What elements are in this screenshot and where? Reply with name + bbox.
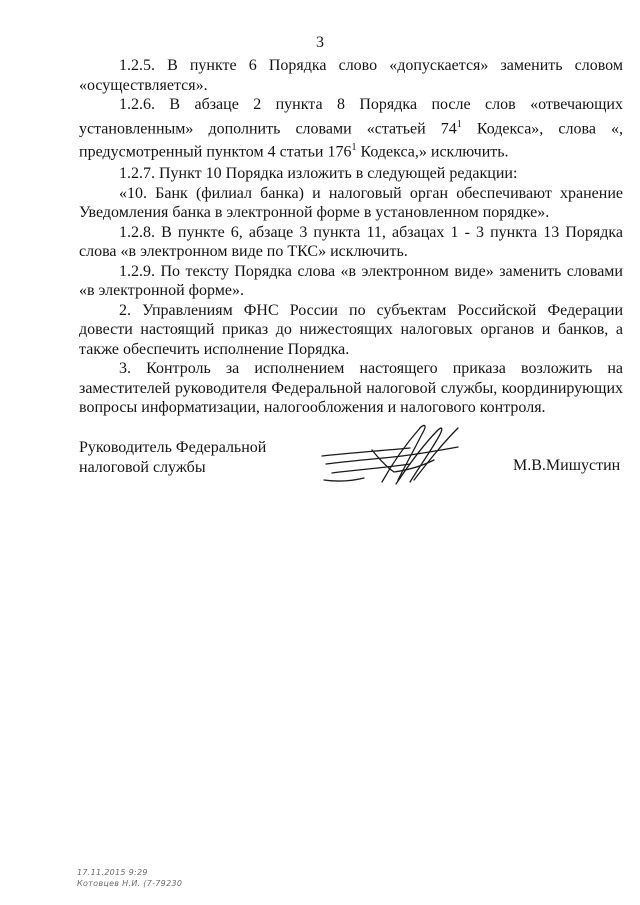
signatory-name: М.В.Мишустин: [513, 457, 621, 474]
paragraph-1-2-6-part-a: 1.2.6. В абзаце 2 пункта 8 Порядка после слов «отвечающих установленным» дополнить словами «статьей 74: [79, 96, 623, 137]
page-number: 3: [316, 34, 324, 51]
paragraph-1-2-5: 1.2.5. В пункте 6 Порядка слово «допускается» заменить словом «осуществляется».: [79, 57, 623, 94]
signatory-title-line-2: налоговой службы: [79, 458, 206, 476]
document-body: [79, 56, 623, 418]
paragraph-2: 2. Управлениям ФНС России по субъектам Российской Федерации довести настоящий приказ до нижестоящих налоговых органов и банков, а также обеспечить исполнение Порядка.: [79, 301, 623, 358]
paragraph-1-2-9: 1.2.9. По тексту Порядка слова «в электронном виде» заменить словами «в электронной форме».: [79, 262, 623, 300]
paragraph-point-10: «10. Банк (филиал банка) и налоговый орган обеспечивают хранение Уведомления банка в электронной форме в установленном порядке».: [79, 184, 623, 222]
paragraph-1-2-8: 1.2.8. В пункте 6, абзаце 3 пункта 11, абзацах 1 - 3 пункта 13 Порядка слова «в электронном виде по ТКС» исключить.: [79, 223, 623, 261]
paragraph-1-2-6-part-b: Кодекса», слова «, предусмотренный пунктом 4 статьи 176: [79, 119, 624, 161]
signatory-title-line-1: Руководитель Федеральной: [79, 439, 267, 456]
footer-timestamp: 17.11.2015 9:29: [77, 868, 148, 877]
superscript-2: 1: [351, 142, 357, 154]
paragraph-1-2-6: [79, 95, 623, 162]
signatory-title: [79, 438, 266, 477]
paragraph-1-2-7: 1.2.7. Пункт 10 Порядка изложить в следующей редакции:: [119, 165, 518, 183]
footer-executor: Котовцев Н.И. (7-79230: [77, 879, 183, 888]
paragraph-1-2-6-part-c: Кодекса,» исключить.: [356, 143, 509, 161]
superscript-1: 1: [456, 118, 462, 130]
paragraph-3: 3. Контроль за исполнением настоящего приказа возложить на заместителей руководителя Федеральной налоговой службы, координирующих вопросы информатизации, налогообложения и налогового контроля.: [79, 360, 623, 417]
handwritten-signature: [318, 420, 468, 490]
